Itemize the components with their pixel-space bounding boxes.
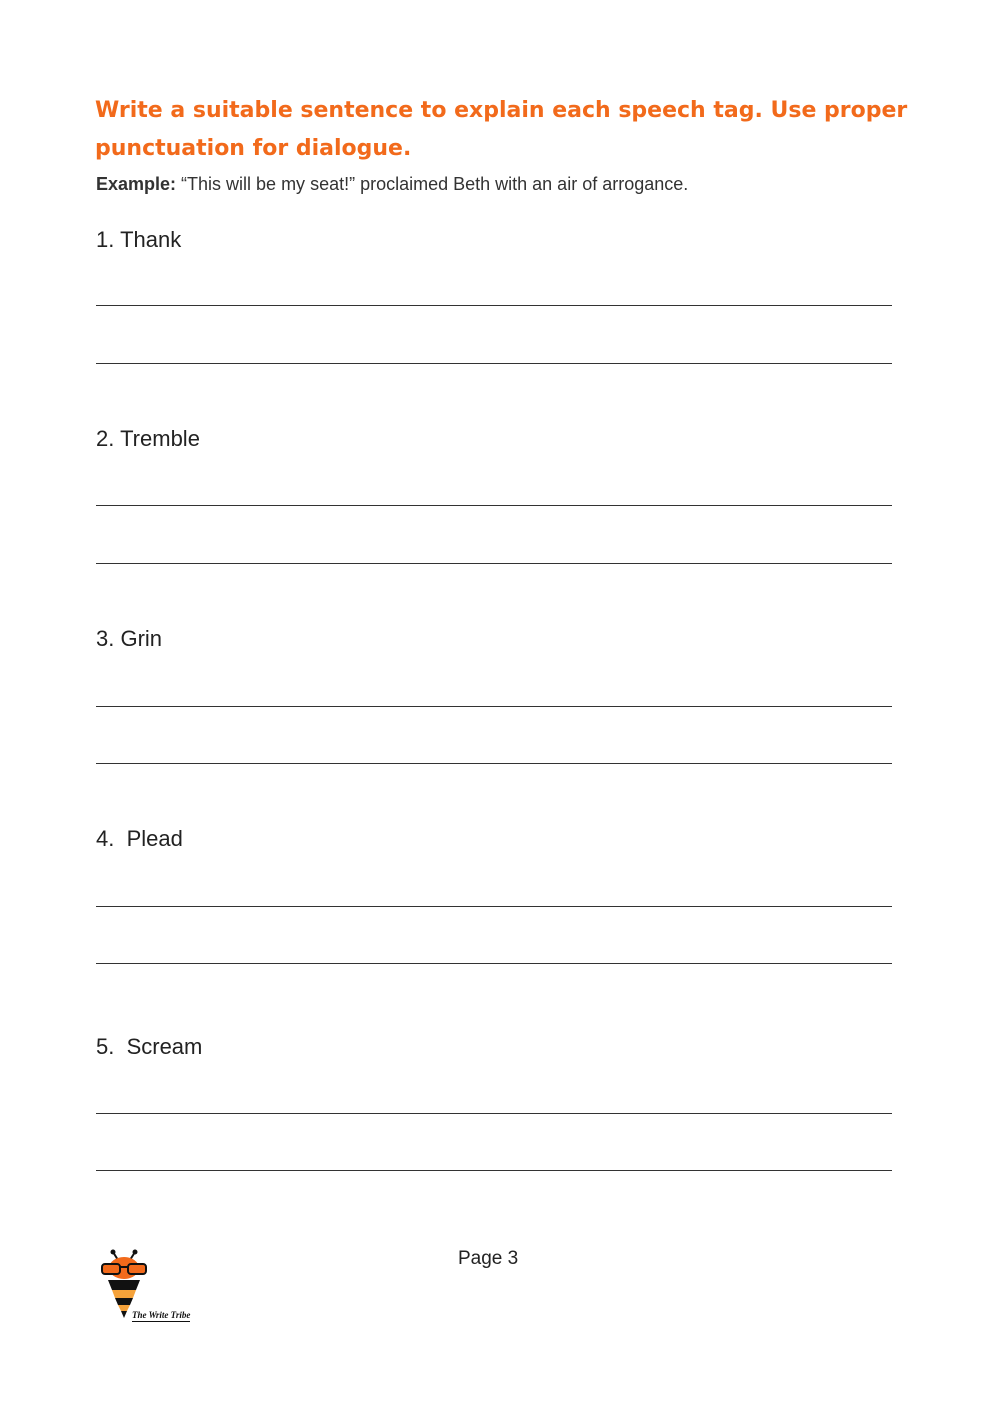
logo-text: The Write Tribe — [132, 1310, 191, 1320]
answer-line-3b[interactable] — [96, 763, 892, 764]
question-5-label: 5. Scream — [96, 1034, 203, 1059]
answer-line-5a[interactable] — [96, 1113, 892, 1114]
question-4-label: 4. Plead — [96, 826, 183, 851]
example-sentence — [96, 172, 688, 196]
instructions-title: Write a suitable sentence to explain each speech tag. Use proper punctuation for dialogue. — [95, 98, 908, 161]
answer-line-2b[interactable] — [96, 563, 892, 564]
example-label: Example: — [96, 174, 177, 194]
question-2-label: 2. Tremble — [96, 426, 200, 451]
write-tribe-logo — [96, 1248, 206, 1328]
answer-line-2a[interactable] — [96, 505, 892, 506]
question-1-label: 1. Thank — [96, 227, 182, 252]
answer-line-4a[interactable] — [96, 906, 892, 907]
answer-line-1a[interactable] — [96, 305, 892, 306]
example-text: “This will be my seat!” proclaimed Beth with an air of arrogance. — [176, 174, 689, 194]
answer-line-4b[interactable] — [96, 963, 892, 964]
answer-line-3a[interactable] — [96, 706, 892, 707]
question-3-label: 3. Grin — [96, 626, 163, 651]
answer-line-1b[interactable] — [96, 363, 892, 364]
page-number: Page 3 — [458, 1248, 519, 1269]
answer-line-5b[interactable] — [96, 1170, 892, 1171]
